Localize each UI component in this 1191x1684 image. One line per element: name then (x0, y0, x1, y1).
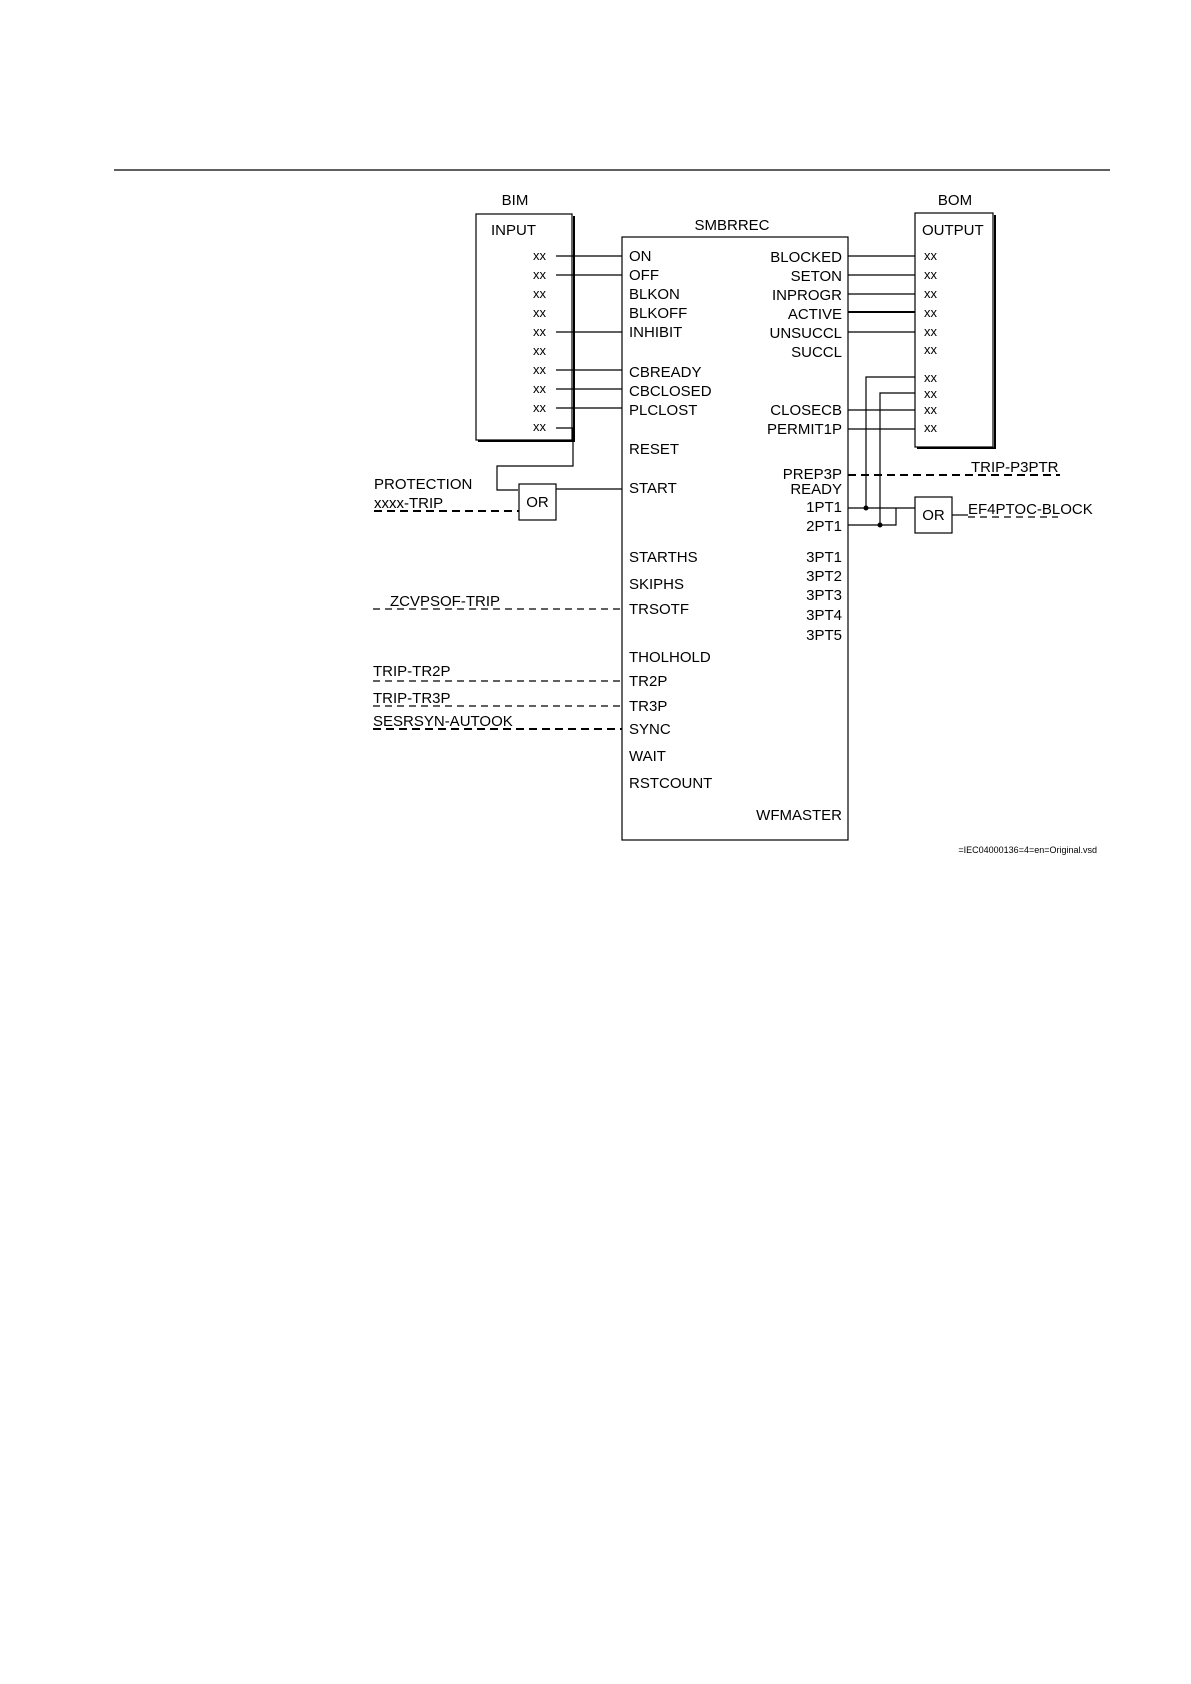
output-permit1p: PERMIT1P (766, 421, 842, 438)
input-reset: RESET (629, 441, 680, 458)
bom-row: xx (924, 370, 937, 385)
bim-title: BIM (501, 192, 529, 209)
bom-rows (924, 248, 938, 435)
block-outputs (756, 249, 842, 824)
output-3pt3: 3PT3 (806, 587, 842, 604)
protection-label: PROTECTION (374, 476, 473, 493)
input-tr3p: TR3P (629, 698, 668, 715)
input-inhibit: INHIBIT (629, 324, 683, 341)
input-wait: WAIT (629, 748, 666, 765)
trip-tr3p-label: TRIP-TR3P (373, 690, 451, 707)
bom-header: OUTPUT (922, 222, 984, 239)
input-trsotf: TRSOTF (629, 601, 689, 618)
xxxx-trip-label: xxxx-TRIP (374, 495, 444, 512)
output-seton: SETON (790, 268, 842, 285)
input-sync: SYNC (629, 721, 671, 738)
bom-row: xx (924, 402, 937, 417)
bim-row: xx (533, 362, 546, 377)
bim-row: xx (533, 400, 546, 415)
input-starths: STARTHS (629, 549, 698, 566)
input-on: ON (629, 248, 652, 265)
input-tr2p: TR2P (629, 673, 668, 690)
bim-row: xx (533, 248, 546, 263)
bim-row: xx (533, 324, 546, 339)
output-wfmaster: WFMASTER (756, 807, 842, 824)
output-1pt1: 1PT1 (806, 499, 842, 516)
input-start: START (629, 480, 677, 497)
input-rstcount: RSTCOUNT (629, 775, 713, 792)
input-cbclosed: CBCLOSED (629, 383, 712, 400)
output-ready: READY (790, 481, 842, 498)
sesrsyn-autook-label: SESRSYN-AUTOOK (373, 713, 513, 730)
trip-p3ptr-label: TRIP-P3PTR (971, 459, 1059, 476)
input-wires (497, 256, 622, 490)
output-2pt1: 2PT1 (806, 518, 842, 535)
output-wires (848, 256, 915, 528)
input-cbready: CBREADY (629, 364, 702, 381)
output-blocked: BLOCKED (770, 249, 842, 266)
ef4ptoc-block-label: EF4PTOC-BLOCK (968, 501, 1093, 518)
output-inprogr: INPROGR (771, 287, 842, 304)
output-succl: SUCCL (791, 344, 842, 361)
output-3pt5: 3PT5 (806, 627, 842, 644)
input-tholhold: THOLHOLD (629, 649, 711, 666)
bom-row: xx (924, 342, 937, 357)
bom-row: xx (924, 324, 937, 339)
output-prep3p: PREP3P (782, 466, 842, 483)
bom-row: xx (924, 248, 937, 263)
block-inputs (629, 248, 712, 792)
output-closecb: CLOSECB (770, 402, 842, 419)
bim-row: xx (533, 286, 546, 301)
input-plclost: PLCLOST (629, 402, 698, 419)
bim-row: xx (533, 381, 546, 396)
source-label: =IEC04000136=4=en=Original.vsd (958, 845, 1097, 855)
output-unsuccl: UNSUCCL (769, 325, 842, 342)
input-blkon: BLKON (629, 286, 680, 303)
bom-row: xx (924, 267, 937, 282)
or-gate-left-label: OR (526, 494, 549, 511)
block-title: SMBRREC (694, 217, 770, 234)
output-active: ACTIVE (787, 306, 842, 323)
input-skiphs: SKIPHS (629, 576, 685, 593)
bom-title: BOM (937, 192, 973, 209)
trip-tr2p-label: TRIP-TR2P (373, 663, 451, 680)
bom-row: xx (924, 420, 937, 435)
bim-row: xx (533, 305, 546, 320)
output-3pt4: 3PT4 (806, 607, 842, 624)
bim-rows (533, 248, 547, 434)
zcvpsof-trip-label: ZCVPSOF-TRIP (390, 593, 501, 610)
bim-row: xx (533, 419, 546, 434)
bim-header: INPUT (491, 222, 536, 239)
bom-row: xx (924, 305, 937, 320)
input-blkoff: BLKOFF (629, 305, 688, 322)
bom-row: xx (924, 286, 937, 301)
bim-row: xx (533, 343, 546, 358)
bim-row: xx (533, 267, 546, 282)
input-off: OFF (629, 267, 659, 284)
bom-row: xx (924, 386, 937, 401)
or-gate-right-label: OR (922, 507, 945, 524)
output-3pt1: 3PT1 (806, 549, 842, 566)
output-3pt2: 3PT2 (806, 568, 842, 585)
